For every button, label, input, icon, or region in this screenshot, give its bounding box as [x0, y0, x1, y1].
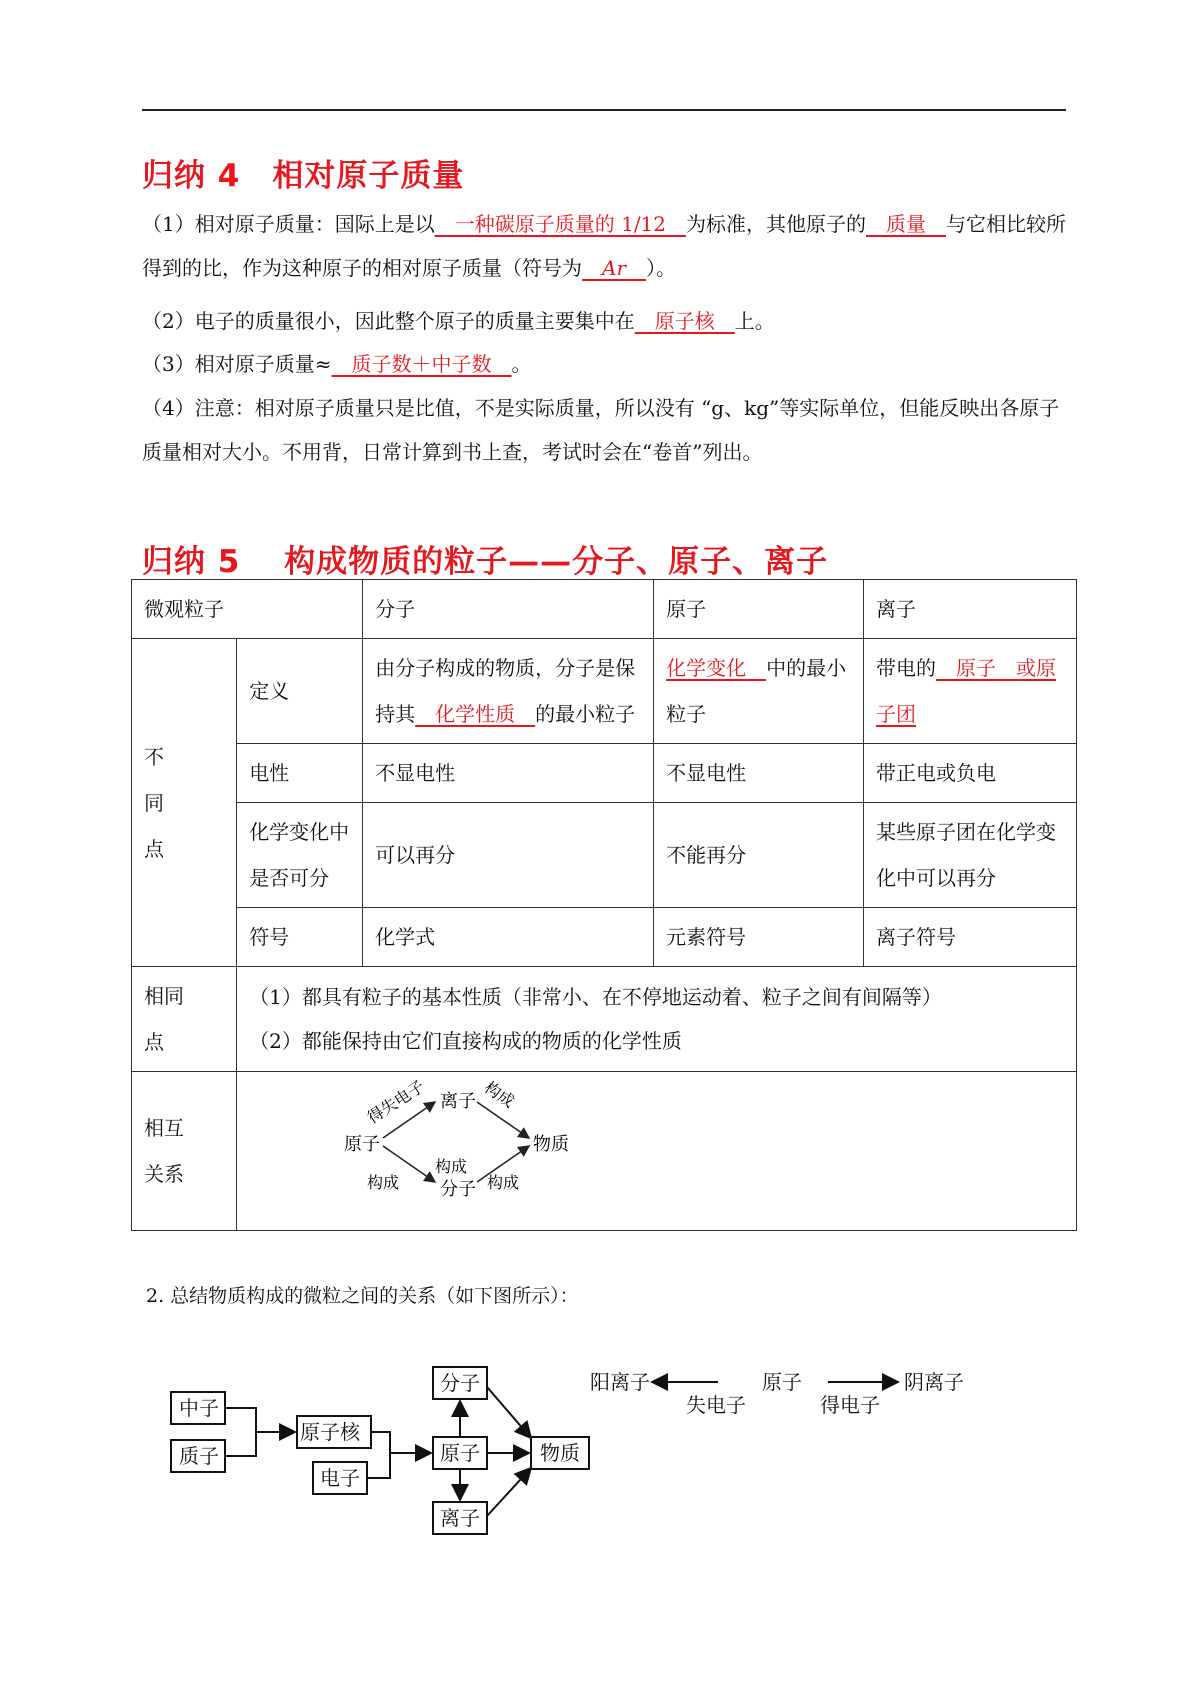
blank-formula: 质子数＋中子数: [331, 352, 512, 376]
rel-ion: 离子: [440, 1091, 477, 1112]
label-anion: 阴离子: [904, 1370, 964, 1394]
table-row: [132, 1072, 1077, 1231]
label-form-2: 构成: [367, 1173, 400, 1192]
table-cell: 元素符号: [654, 908, 864, 967]
header-cell: 原子: [654, 580, 864, 639]
paragraph-1: （1）相对原子质量：国际上是以 一种碳原子质量的 1/12 为标准，其他原子的 质量 与它相比较所得到的比，作为这种原子的相对原子质量（符号为 Ar ）。: [142, 212, 1067, 280]
label-gain-electron: 得电子: [820, 1393, 880, 1417]
paragraph-3: （3）相对原子质量≈ 质子数＋中子数 。: [142, 352, 532, 376]
row-label-same: 相同点: [132, 967, 237, 1072]
row-label: 符号: [237, 908, 363, 967]
table-cell: 由分子构成的物质，分子是保持其 化学性质 的最小粒子: [363, 639, 654, 744]
label-matter: 物质: [540, 1441, 580, 1465]
label-cation: 阳离子: [590, 1370, 650, 1394]
header-rule: [142, 109, 1066, 111]
label-atom: 原子: [440, 1441, 480, 1465]
label-nucleus: 原子核: [300, 1420, 360, 1444]
table-cell: 带正电或负电: [864, 744, 1077, 803]
section4-title: 归纳 4 相对原子质量: [142, 158, 465, 194]
table-cell: 某些原子团在化学变化中可以再分: [864, 803, 1077, 908]
table-cell: 不显电性: [654, 744, 864, 803]
arrow-ion-matter: [487, 1468, 531, 1516]
table-cell: 可以再分: [363, 803, 654, 908]
table-row: [132, 908, 1077, 967]
bracket-nucleon: [225, 1408, 256, 1456]
table-cell: 离子符号: [864, 908, 1077, 967]
row-label-relation: 相互关系: [132, 1072, 237, 1231]
header-cell: 离子: [864, 580, 1077, 639]
table-row: [132, 639, 1077, 744]
table-cell: 化学式: [363, 908, 654, 967]
blank-mass: 质量: [866, 212, 947, 236]
table-cell: 不显电性: [363, 744, 654, 803]
blank-carbon: 一种碳原子质量的 1/12: [434, 212, 687, 236]
section5-title: 归纳 5 构成物质的粒子——分子、原子、离子: [142, 544, 829, 580]
row-label: 定义: [237, 639, 363, 744]
table-row: [132, 580, 1077, 639]
paragraph-4: （4）注意：相对原子质量只是比值，不是实际质量，所以没有 “g、kg”等实际单位，但能反映出各原子质量相对大小。不用背，日常计算到书上查，考试时会在“卷首”列出。: [142, 396, 1060, 464]
row-label: 化学变化中是否可分: [237, 803, 363, 908]
row-label: 电性: [237, 744, 363, 803]
header-cell: 微观粒子: [132, 580, 363, 639]
label-proton: 质子: [179, 1444, 219, 1468]
relation-cell: [237, 1072, 1077, 1231]
label-ion: 离子: [440, 1506, 480, 1530]
table-cell: 带电的 原子 或原子团: [864, 639, 1077, 744]
label-atom-2: 原子: [762, 1370, 802, 1394]
label-form-1: 构成: [480, 1077, 519, 1112]
table-cell: 化学变化 中的最小粒子: [654, 639, 864, 744]
label-neutron: 中子: [179, 1396, 219, 1420]
label-form-4: 构成: [487, 1173, 520, 1192]
particle-table: [131, 579, 1077, 1231]
label-molecule: 分子: [440, 1371, 480, 1395]
label-gain-lose: 得失电子: [364, 1076, 429, 1128]
relation-diagram: [237, 1072, 1067, 1214]
structure-diagram: [0, 1340, 1200, 1540]
group-label-diff: 不同点: [132, 639, 237, 967]
paragraph-2: （2）电子的质量很小，因此整个原子的质量主要集中在 原子核 上。: [142, 309, 775, 333]
table-row: [132, 744, 1077, 803]
label-form-3: 构成: [435, 1157, 468, 1176]
label-electron: 电子: [320, 1466, 360, 1490]
label-lose-electron: 失电子: [686, 1393, 746, 1417]
rel-molecule: 分子: [440, 1179, 477, 1200]
rel-atom: 原子: [344, 1134, 381, 1155]
arrow-molecule-matter: [487, 1387, 531, 1438]
summary-text: 2. 总结物质构成的微粒之间的关系（如下图所示）：: [146, 1285, 579, 1307]
same-cell: （1）都具有粒子的基本性质（非常小、在不停地运动着、粒子之间有间隔等） （2）都能保持由它们直接构成的物质的化学性质: [237, 967, 1077, 1072]
table-row: [132, 967, 1077, 1072]
blank-ar: Ar: [582, 256, 647, 280]
blank-nucleus: 原子核: [634, 309, 735, 333]
header-cell: 分子: [363, 580, 654, 639]
rel-matter: 物质: [533, 1134, 570, 1155]
table-cell: 不能再分: [654, 803, 864, 908]
table-row: [132, 803, 1077, 908]
